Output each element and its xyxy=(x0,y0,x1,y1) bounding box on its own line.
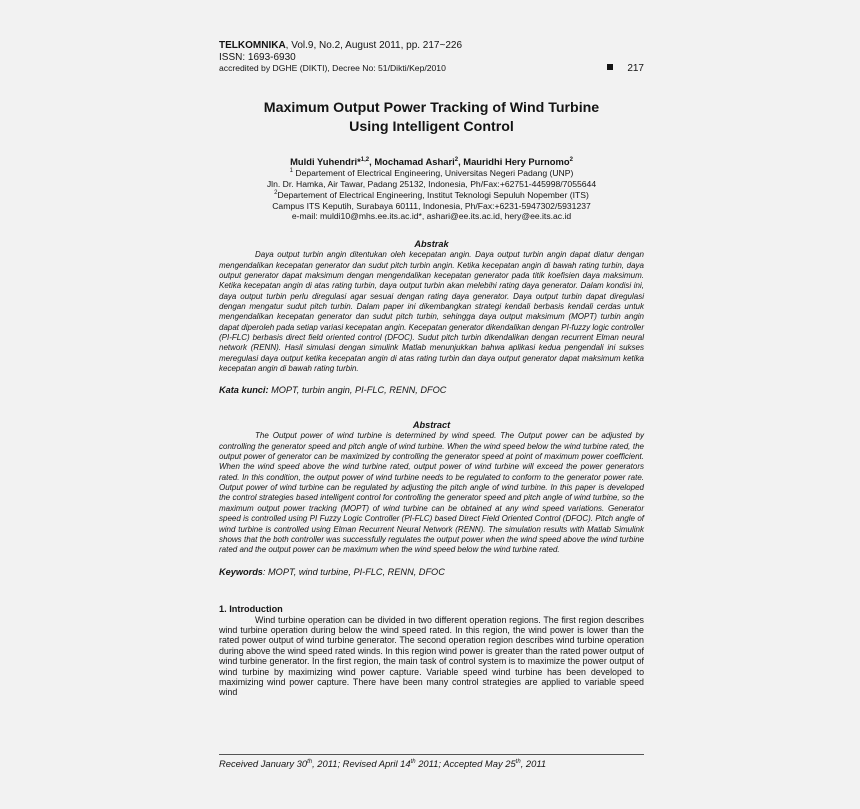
abstrak-text: Daya output turbin angin ditentukan oleh kecepatan angin. Daya output turbin angin dapat diatur dengan mengendalikan kecepatan generator dan sudut pitch turbin angin. Ketika kecepatan angin di bawah rating turbin, daya output generator dapat maksimum dengan mengendalikan kecepatan generator pada titik koefisien daya maksimum. Ketika kecepatan angin di atas rating turbin, daya output turbin akan melebihi rating daya generator. Dalam kondisi ini, daya output turbin perlu diregulasi agar sesuai dengan rating daya generator. Daya output turbin dapat diregulasi dengan mengatur sudut pitch turbin. Dalam paper ini dikembangkan strategi kendali berbasis kendali cerdas untuk mengendalikan kecepatan generator dan sudut pitch turbin, sehingga daya output maksimum (MOPT) turbin angin dapat diperoleh pada setiap variasi kecepatan angin. Kecepatan generator dikendalikan dengan PI-fuzzy logic controller (PI-FLC) berbasis direct field oriented control (DFOC). Sudut pitch turbin dikendalikan dengan recurrent Elman neural network (RENN). Hasil simulasi dengan simulink Matlab menunjukkan bahwa aplikasi kedua pengendali ini sukses meregulasi daya output ketika kecepatan angin di atas rating turbin dan daya output generator dapat maksimum ketika kecepatan angin di bawah rating turbin. xyxy=(219,250,644,374)
page-number xyxy=(607,63,644,75)
affiliation-1-text: Departement of Electrical Engineering, Universitas Negeri Padang (UNP) xyxy=(295,168,574,179)
kata-kunci xyxy=(219,385,644,396)
affiliation-1-sup: 1 xyxy=(289,168,293,175)
author-3-sup: 2 xyxy=(569,156,573,163)
received-date: Received January 30 xyxy=(219,758,308,770)
affiliation-2-text: Departement of Electrical Engineering, Institut Teknologi Sepuluh Nopember (ITS) xyxy=(277,189,589,200)
kata-kunci-text: MOPT, turbin angin, PI-FLC, RENN, DFOC xyxy=(268,385,447,396)
square-bullet-icon xyxy=(607,64,613,70)
accreditation: accredited by DGHE (DIKTI), Decree No: 51/Dikti/Kep/2010 xyxy=(219,63,446,73)
author-names xyxy=(219,157,644,168)
title-line-2: Using Intelligent Control xyxy=(349,118,514,135)
revised-date: , 2011; Revised April 14 xyxy=(312,758,411,770)
author-2-sup: 2 xyxy=(454,156,459,163)
affiliation-2-sup: 2 xyxy=(274,190,278,197)
journal-header xyxy=(219,40,644,75)
author-1: Muldi Yuhendri* xyxy=(290,155,361,167)
affiliation-2-address: Campus ITS Keputih, Surabaya 60111, Indonesia, Ph/Fax:+6231-5947302/5931237 xyxy=(272,200,591,211)
page-number-value: 217 xyxy=(627,63,644,74)
title-line-1: Maximum Output Power Tracking of Wind Turbine xyxy=(263,99,600,116)
kata-kunci-label: Kata kunci: xyxy=(219,385,269,396)
author-block xyxy=(219,157,644,223)
author-1-sup: 1,2 xyxy=(360,156,370,163)
keywords xyxy=(219,567,644,578)
page-content xyxy=(219,40,644,698)
journal-name: TELKOMNIKA xyxy=(219,40,286,51)
introduction-heading: 1. Introduction xyxy=(219,603,283,614)
keywords-text: : MOPT, wind turbine, PI-FLC, RENN, DFOC xyxy=(262,566,445,577)
keywords-label: Keywords xyxy=(219,566,263,577)
affiliation-2 xyxy=(219,190,644,201)
accepted-sup: th xyxy=(515,759,521,765)
journal-citation: , Vol.9, No.2, August 2011, pp. 217~226 xyxy=(285,40,463,51)
abstract-text: The Output power of wind turbine is determined by wind speed. The Output power can be adjusted by controlling the generator speed and pitch angle of wind turbine. When the wind speed below the wind turbine rated, the output power of generator can be maximized by controlling the generator speed at point of maximum power coefficient. When the wind speed above the wind turbine rated, output power of wind turbine will exceed the power generators rated. In this condition, the output power of wind turbine needs to be regulated to conform to the generator power rate. Output power of wind turbine can be regulated by adjusting the pitch angle of wind turbine. In this paper is developed the control strategies based intelligent control for controlling the generator speed and pitch angle of wind turbine, so the maximum output power tracking (MOPT) of wind turbine can be obtained at any wind speed variations. Generator speed is controlled using PI Fuzzy Logic Controller (PI-FLC) based Direct Field Oriented Control (DFOC). Pitch angle of wind turbine is controlled using Elman Recurrent Neural Network (RENN). The simulation results with Matlab Simulink shows that the both controller was successfully regulates the output power when the wind speed above the wind turbine rated and the output power can be maximum when the wind speed below the wind turbine rated. xyxy=(219,431,644,555)
paper-title xyxy=(219,99,644,137)
author-2: , Mochamad Ashari xyxy=(369,155,455,167)
received-dates xyxy=(219,757,546,769)
affiliation-1 xyxy=(219,168,644,179)
journal-citation-line xyxy=(219,40,644,52)
author-emails: e-mail: muldi10@mhs.ee.its.ac.id*, ashari@ee.its.ac.id, hery@ee.its.ac.id xyxy=(291,211,572,222)
footer-divider xyxy=(219,754,644,755)
author-3: , Mauridhi Hery Purnomo xyxy=(458,155,570,167)
received-sup: th xyxy=(307,759,313,765)
abstrak-heading: Abstrak xyxy=(414,239,449,250)
revised-sup: th xyxy=(410,759,416,765)
footer-year: , 2011 xyxy=(520,758,547,770)
accepted-date: 2011; Accepted May 25 xyxy=(415,758,516,770)
abstract-heading: Abstract xyxy=(412,420,451,431)
affiliation-1-address: Jln. Dr. Hamka, Air Tawar, Padang 25132, Indonesia, Ph/Fax:+62751-445998/7055644 xyxy=(266,179,597,190)
introduction-text: Wind turbine operation can be divided in two different operation regions. The first region describes wind turbine operation during below the wind speed rated. In this region, the wind power is lower than the rated power output of wind turbine generator. The second operation region describes wind turbine operation during above the wind speed rated winds. In this region wind power is greater than the rated power output of wind turbine generator. In the first region, the main task of control system is to maximize the power output of wind turbine by maximizing wind power capture. Variable speed wind turbine has been developed to maximizing wind power capture. There have been many control strategies are applied to variable speed wind xyxy=(219,614,644,698)
issn: ISSN: 1693-6930 xyxy=(219,51,296,63)
